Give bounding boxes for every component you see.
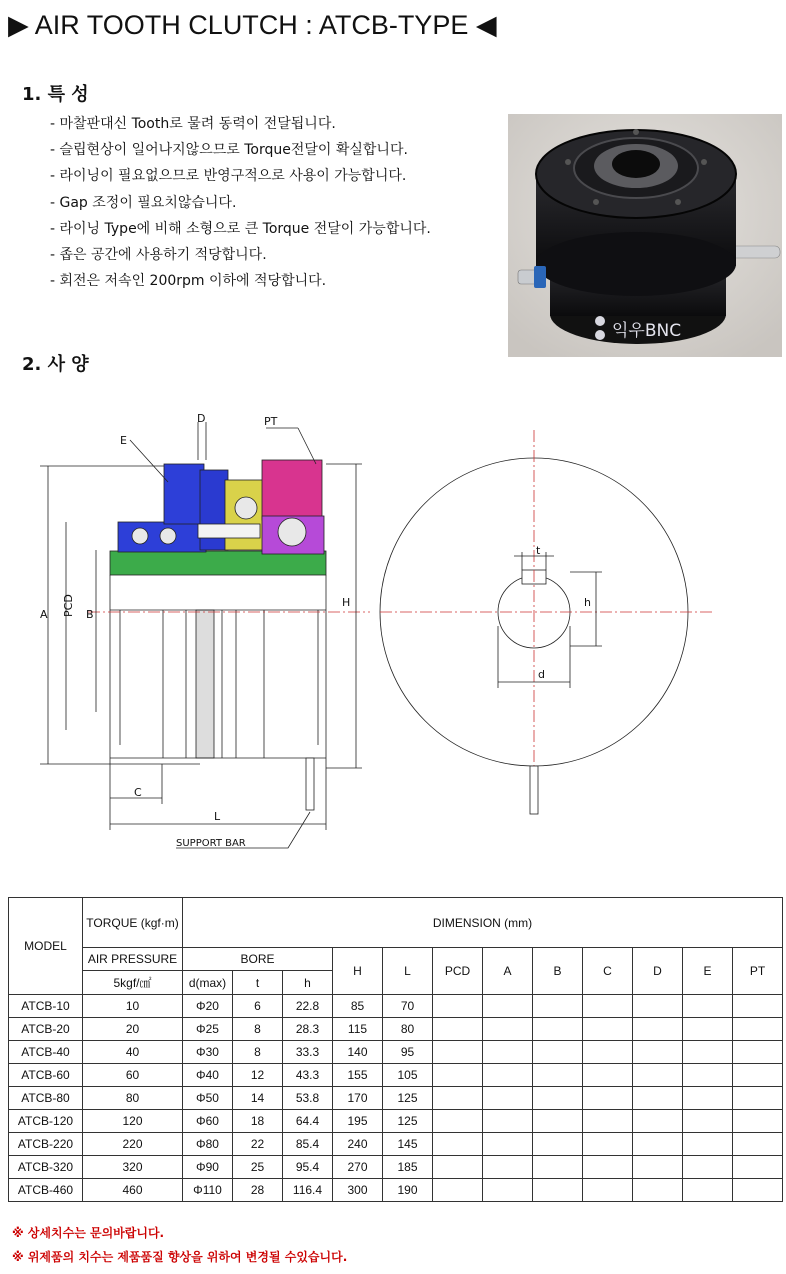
table-cell [533, 1156, 583, 1179]
header-dimension: DIMENSION (mm) [183, 898, 783, 948]
table-cell [683, 995, 733, 1018]
table-cell [433, 1110, 483, 1133]
product-photo [508, 114, 782, 357]
table-cell [483, 1179, 533, 1202]
table-cell [683, 1156, 733, 1179]
table-cell: 105 [383, 1064, 433, 1087]
feature-list [50, 111, 431, 294]
table-cell: Φ60 [183, 1110, 233, 1133]
label-t: t [536, 544, 541, 557]
table-cell: 155 [333, 1064, 383, 1087]
table-cell: 95 [383, 1041, 433, 1064]
photo-logo: 익우BNC [612, 321, 682, 341]
table-cell [683, 1133, 733, 1156]
table-cell: 125 [383, 1087, 433, 1110]
table-cell [733, 1133, 783, 1156]
table-row [9, 1110, 783, 1133]
table-cell: Φ40 [183, 1064, 233, 1087]
notes [12, 1224, 347, 1272]
table-row [9, 1179, 783, 1202]
table-cell: 60 [83, 1064, 183, 1087]
table-cell [633, 1110, 683, 1133]
table-cell [533, 1133, 583, 1156]
table-cell: 22 [233, 1133, 283, 1156]
table-cell [633, 1156, 683, 1179]
table-cell: ATCB-120 [9, 1110, 83, 1133]
table-cell [733, 1041, 783, 1064]
table-cell [683, 1064, 733, 1087]
table-cell: 85.4 [283, 1133, 333, 1156]
table-cell [533, 1179, 583, 1202]
header-PCD: PCD [433, 948, 483, 995]
table-cell [483, 1064, 533, 1087]
table-cell: ATCB-40 [9, 1041, 83, 1064]
table-cell: 145 [383, 1133, 433, 1156]
table-cell [583, 1041, 633, 1064]
table-cell: 80 [383, 1018, 433, 1041]
table-cell: 70 [383, 995, 433, 1018]
page-title: ▶ AIR TOOTH CLUTCH : ATCB-TYPE ◀ [8, 10, 497, 40]
table-cell [633, 1179, 683, 1202]
table-row [9, 1156, 783, 1179]
table-cell: ATCB-460 [9, 1179, 83, 1202]
table-cell: 18 [233, 1110, 283, 1133]
header-bore-h: h [283, 971, 333, 995]
header-bore-t: t [233, 971, 283, 995]
table-cell [583, 995, 633, 1018]
table-cell [483, 1041, 533, 1064]
header-model: MODEL [9, 898, 83, 995]
table-cell: Φ20 [183, 995, 233, 1018]
header-L: L [383, 948, 433, 995]
feature-item: - Gap 조정이 필요치않습니다. [50, 194, 237, 211]
label-B: B [86, 608, 94, 621]
table-cell: 80 [83, 1087, 183, 1110]
table-cell [733, 1179, 783, 1202]
table-cell [533, 1041, 583, 1064]
technical-drawing [0, 400, 786, 870]
table-cell: 240 [333, 1133, 383, 1156]
header-pressure-value: 5kgf/㎠ [83, 971, 183, 995]
table-cell [533, 995, 583, 1018]
table-cell [733, 1087, 783, 1110]
label-PCD: PCD [62, 594, 75, 617]
table-cell [683, 1041, 733, 1064]
header-B: B [533, 948, 583, 995]
table-cell [433, 1064, 483, 1087]
table-cell: ATCB-80 [9, 1087, 83, 1110]
feature-item: - 좁은 공간에 사용하기 적당합니다. [50, 246, 267, 263]
table-row [9, 995, 783, 1018]
header-C: C [583, 948, 633, 995]
table-cell: 300 [333, 1179, 383, 1202]
label-C: C [134, 786, 142, 799]
table-cell: Φ90 [183, 1156, 233, 1179]
label-h: h [584, 596, 591, 609]
table-cell: 195 [333, 1110, 383, 1133]
table-cell [683, 1179, 733, 1202]
table-cell [583, 1087, 633, 1110]
table-cell [483, 1156, 533, 1179]
feature-item: - 슬립현상이 일어나지않으므로 Torque전달이 확실합니다. [50, 142, 408, 159]
table-cell [583, 1156, 633, 1179]
table-cell [733, 995, 783, 1018]
table-row [9, 1018, 783, 1041]
table-cell: 320 [83, 1156, 183, 1179]
table-cell [633, 1064, 683, 1087]
table-cell: 22.8 [283, 995, 333, 1018]
table-cell [533, 1018, 583, 1041]
table-cell: 28 [233, 1179, 283, 1202]
table-cell: 53.8 [283, 1087, 333, 1110]
table-cell: 190 [383, 1179, 433, 1202]
table-cell: ATCB-10 [9, 995, 83, 1018]
table-cell: 25 [233, 1156, 283, 1179]
feature-item: - 라이닝 Type에 비해 소형으로 큰 Torque 전달이 가능합니다. [50, 220, 431, 237]
table-cell [483, 1087, 533, 1110]
table-cell: 8 [233, 1041, 283, 1064]
table-cell [683, 1087, 733, 1110]
feature-item: - 마찰판대신 Tooth로 물려 동력이 전달됩니다. [50, 116, 336, 132]
header-air-pressure: AIR PRESSURE [83, 948, 183, 971]
feature-item: - 회전은 저속인 200rpm 이하에 적당합니다. [50, 273, 327, 290]
header-E: E [683, 948, 733, 995]
table-cell: Φ110 [183, 1179, 233, 1202]
table-cell: 40 [83, 1041, 183, 1064]
table-cell [533, 1087, 583, 1110]
table-cell [533, 1110, 583, 1133]
table-cell: ATCB-20 [9, 1018, 83, 1041]
table-cell: 43.3 [283, 1064, 333, 1087]
table-cell [733, 1156, 783, 1179]
label-A: A [40, 608, 48, 621]
table-cell [633, 1041, 683, 1064]
table-cell [433, 1018, 483, 1041]
table-cell: Φ25 [183, 1018, 233, 1041]
spec-table-body [9, 995, 783, 1202]
table-cell [433, 1179, 483, 1202]
table-cell [733, 1018, 783, 1041]
table-cell [633, 1133, 683, 1156]
table-cell [583, 1018, 633, 1041]
label-D: D [197, 412, 206, 425]
table-cell: 20 [83, 1018, 183, 1041]
table-cell: 185 [383, 1156, 433, 1179]
label-H: H [342, 596, 351, 609]
table-cell: 140 [333, 1041, 383, 1064]
table-cell [633, 1087, 683, 1110]
table-cell [483, 1018, 533, 1041]
table-cell: 220 [83, 1133, 183, 1156]
table-cell: 120 [83, 1110, 183, 1133]
table-cell [583, 1179, 633, 1202]
table-cell [683, 1110, 733, 1133]
header-A: A [483, 948, 533, 995]
table-cell [433, 1156, 483, 1179]
table-cell: 125 [383, 1110, 433, 1133]
header-bore-d: d(max) [183, 971, 233, 995]
table-cell: 14 [233, 1087, 283, 1110]
table-cell: 6 [233, 995, 283, 1018]
label-d: d [538, 668, 545, 681]
table-cell [483, 1110, 533, 1133]
table-row [9, 1041, 783, 1064]
table-cell [483, 1133, 533, 1156]
section-heading-spec: 2. 사 양 [22, 354, 89, 375]
table-cell: ATCB-320 [9, 1156, 83, 1179]
header-bore: BORE [183, 948, 333, 971]
table-cell: Φ80 [183, 1133, 233, 1156]
table-cell: 270 [333, 1156, 383, 1179]
note-item: ※ 상세치수는 문의바랍니다. [12, 1226, 165, 1240]
table-cell [583, 1133, 633, 1156]
table-cell [733, 1110, 783, 1133]
label-support-bar: SUPPORT BAR [176, 838, 246, 849]
table-cell: 95.4 [283, 1156, 333, 1179]
table-cell: 33.3 [283, 1041, 333, 1064]
note-item: ※ 위제품의 치수는 제품품질 향상을 위하여 변경될 수있습니다. [12, 1250, 348, 1264]
table-cell [633, 995, 683, 1018]
label-PT: PT [264, 415, 278, 428]
table-cell: Φ50 [183, 1087, 233, 1110]
table-row [9, 1064, 783, 1087]
table-cell: 28.3 [283, 1018, 333, 1041]
label-L: L [214, 810, 221, 823]
header-H: H [333, 948, 383, 995]
table-cell [433, 1041, 483, 1064]
table-cell: ATCB-60 [9, 1064, 83, 1087]
table-cell: 116.4 [283, 1179, 333, 1202]
section-heading-features: 1. 특 성 [22, 84, 89, 105]
table-cell [533, 1064, 583, 1087]
table-cell [583, 1110, 633, 1133]
table-cell: ATCB-220 [9, 1133, 83, 1156]
feature-item: - 라이닝이 필요없으므로 반영구적으로 사용이 가능합니다. [50, 168, 407, 185]
table-cell: 10 [83, 995, 183, 1018]
header-torque: TORQUE (kgf·m) [83, 898, 183, 948]
clutch-illustration [508, 114, 782, 357]
table-row [9, 1133, 783, 1156]
table-cell: 8 [233, 1018, 283, 1041]
header-PT: PT [733, 948, 783, 995]
table-cell [683, 1018, 733, 1041]
table-cell [633, 1018, 683, 1041]
table-cell [433, 1133, 483, 1156]
table-cell [583, 1064, 633, 1087]
table-row [9, 1087, 783, 1110]
table-cell [433, 995, 483, 1018]
table-cell [733, 1064, 783, 1087]
table-cell: 12 [233, 1064, 283, 1087]
table-cell [483, 995, 533, 1018]
label-E: E [120, 434, 127, 447]
table-cell: 85 [333, 995, 383, 1018]
table-cell: 460 [83, 1179, 183, 1202]
table-cell: 64.4 [283, 1110, 333, 1133]
spec-table [8, 897, 783, 1202]
table-cell: 115 [333, 1018, 383, 1041]
table-cell: Φ30 [183, 1041, 233, 1064]
header-D: D [633, 948, 683, 995]
table-cell [433, 1087, 483, 1110]
table-cell: 170 [333, 1087, 383, 1110]
